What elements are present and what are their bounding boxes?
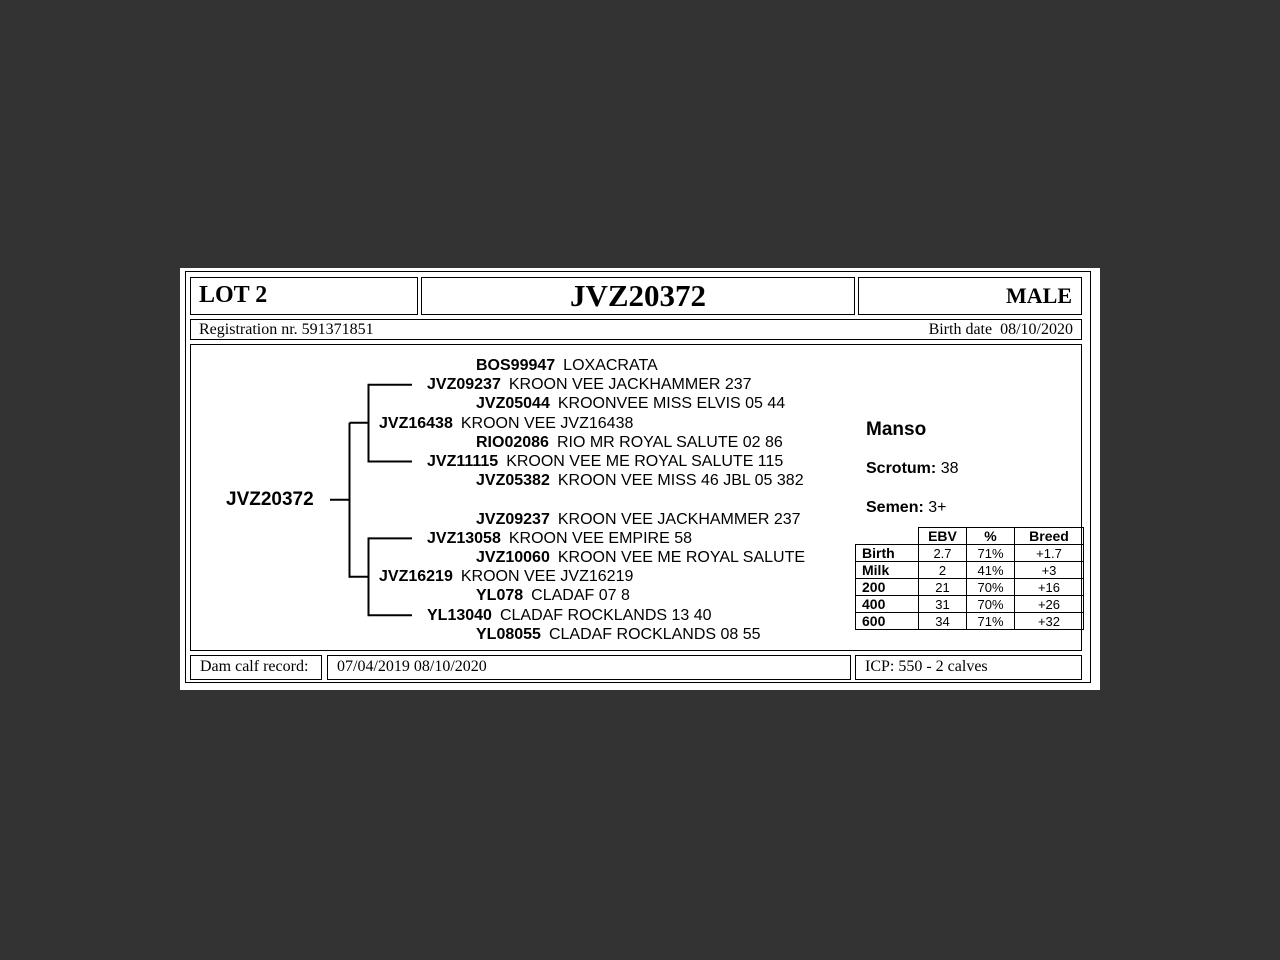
animal-id: BOS99947 <box>476 357 556 374</box>
dam-calf-record-dates: 07/04/2019 08/10/2020 <box>337 658 487 675</box>
registration-row <box>190 319 1082 340</box>
semen-value: 3+ <box>928 499 947 516</box>
accuracy-value: 71% <box>967 613 1015 630</box>
scrotum-label: Scrotum: <box>866 460 937 477</box>
ebv-row-birth <box>856 545 1084 562</box>
ebv-table <box>855 527 1084 630</box>
registration-number <box>199 321 374 339</box>
animal-id: YL078 <box>476 587 524 605</box>
ebv-header-empty <box>856 528 919 545</box>
pedigree-entry-ggp-8 <box>476 625 761 645</box>
ebv-value: 2 <box>919 562 967 579</box>
animal-id: YL13040 <box>427 606 492 624</box>
animal-name: KROON VEE JVZ16438 <box>460 414 634 432</box>
pedigree-entry-ggp-3 <box>476 433 783 453</box>
ebv-header-ebv: EBV <box>919 528 967 545</box>
animal-id: JVZ13058 <box>427 529 501 547</box>
pedigree-entry-ggp-1 <box>476 356 658 376</box>
accuracy-value: 41% <box>967 562 1015 579</box>
birth-date-value: 08/10/2020 <box>1000 320 1073 338</box>
ebv-row-milk <box>856 562 1084 579</box>
pedigree-entry-gp-4 <box>427 606 712 626</box>
animal-name: CLADAF ROCKLANDS 13 40 <box>499 606 712 624</box>
trait-label: Milk <box>856 562 919 579</box>
ebv-value: 2.7 <box>919 545 967 562</box>
ebv-header-row <box>856 528 1084 545</box>
animal-name: KROON VEE ME ROYAL SALUTE 115 <box>506 453 784 470</box>
dam-calf-record-dates-cell <box>327 655 851 680</box>
semen-measure <box>866 499 947 517</box>
animal-name: KROON VEE JVZ16219 <box>460 568 634 586</box>
animal-id: JVZ05382 <box>476 472 550 490</box>
animal-id: JVZ05044 <box>476 395 550 413</box>
animal-name: KROON VEE JACKHAMMER 237 <box>508 376 752 394</box>
animal-name: RIO MR ROYAL SALUTE 02 86 <box>556 433 783 451</box>
animal-id: JVZ16438 <box>379 414 453 432</box>
ebv-row-600 <box>856 613 1084 630</box>
scrotum-value: 38 <box>940 460 959 477</box>
accuracy-value: 71% <box>967 545 1015 562</box>
animal-name: KROONVEE MISS ELVIS 05 44 <box>557 395 786 413</box>
pedigree-entry-sire <box>379 414 633 434</box>
animal-name: KROON VEE JACKHAMMER 237 <box>557 510 801 528</box>
trait-label: 600 <box>856 613 919 630</box>
breed-avg-value: +32 <box>1015 613 1084 630</box>
pedigree-entry-ggp-6 <box>476 548 805 568</box>
icp-text: ICP: 550 - 2 calves <box>865 658 988 675</box>
trait-label: 200 <box>856 579 919 596</box>
ebv-header-breed: Breed <box>1015 528 1084 545</box>
pedigree-entry-ggp-5 <box>476 510 801 530</box>
breed-avg-value: +1.7 <box>1015 545 1084 562</box>
catalog-card <box>180 268 1100 690</box>
ebv-row-400 <box>856 596 1084 613</box>
pedigree-entry-dam <box>379 567 633 587</box>
registration-value: 591371851 <box>301 320 374 338</box>
dam-calf-record-cell <box>190 655 322 680</box>
animal-name: KROON VEE ME ROYAL SALUTE <box>557 549 806 566</box>
pedigree-entry-ggp-7 <box>476 586 630 606</box>
ebv-header-pct: % <box>967 528 1015 545</box>
pedigree-entry-gp-3 <box>427 529 692 549</box>
sex-label: MALE <box>1006 283 1072 308</box>
registration-label: Registration nr. <box>199 320 298 338</box>
sex-cell <box>858 277 1082 315</box>
animal-name: CLADAF ROCKLANDS 08 55 <box>548 625 761 643</box>
semen-label: Semen: <box>866 499 924 516</box>
accuracy-value: 70% <box>967 579 1015 596</box>
birth-date-label: Birth date <box>928 320 993 338</box>
animal-id: JVZ10060 <box>476 549 550 566</box>
pedigree-entry-gp-2 <box>427 452 783 472</box>
animal-id: YL08055 <box>476 625 541 643</box>
animal-id: RIO02086 <box>476 433 549 451</box>
pedigree-entry-ggp-4 <box>476 471 804 491</box>
breed-avg-value: +26 <box>1015 596 1084 613</box>
scrotum-measure <box>866 460 958 478</box>
trait-label: Birth <box>856 545 919 562</box>
lot-cell <box>190 277 418 315</box>
trait-label: 400 <box>856 596 919 613</box>
pedigree-root-id: JVZ20372 <box>226 489 314 510</box>
ebv-value: 34 <box>919 613 967 630</box>
breed-avg-value: +16 <box>1015 579 1084 596</box>
birth-date <box>929 321 1073 339</box>
animal-name: KROON VEE MISS 46 JBL 05 382 <box>557 472 804 490</box>
lot-label: LOT 2 <box>199 282 268 308</box>
icp-cell <box>855 655 1082 680</box>
ebv-row-200 <box>856 579 1084 596</box>
animal-name: CLADAF 07 8 <box>531 587 630 605</box>
title-cell <box>421 277 855 315</box>
breed-avg-value: +3 <box>1015 562 1084 579</box>
ebv-value: 21 <box>919 579 967 596</box>
dam-calf-record-label: Dam calf record: <box>200 658 309 675</box>
accuracy-value: 70% <box>967 596 1015 613</box>
animal-name: KROON VEE EMPIRE 58 <box>508 529 693 547</box>
pedigree-entry-ggp-2 <box>476 394 785 414</box>
animal-id: JVZ16219 <box>379 568 453 586</box>
page-title: JVZ20372 <box>569 278 707 313</box>
pedigree-entry-gp-1 <box>427 375 752 395</box>
animal-id: JVZ11115 <box>427 453 499 470</box>
animal-id: JVZ09237 <box>476 510 550 528</box>
temperament-label: Manso <box>866 419 927 440</box>
animal-name: LOXACRATA <box>563 357 658 374</box>
animal-id: JVZ09237 <box>427 376 501 394</box>
ebv-value: 31 <box>919 596 967 613</box>
